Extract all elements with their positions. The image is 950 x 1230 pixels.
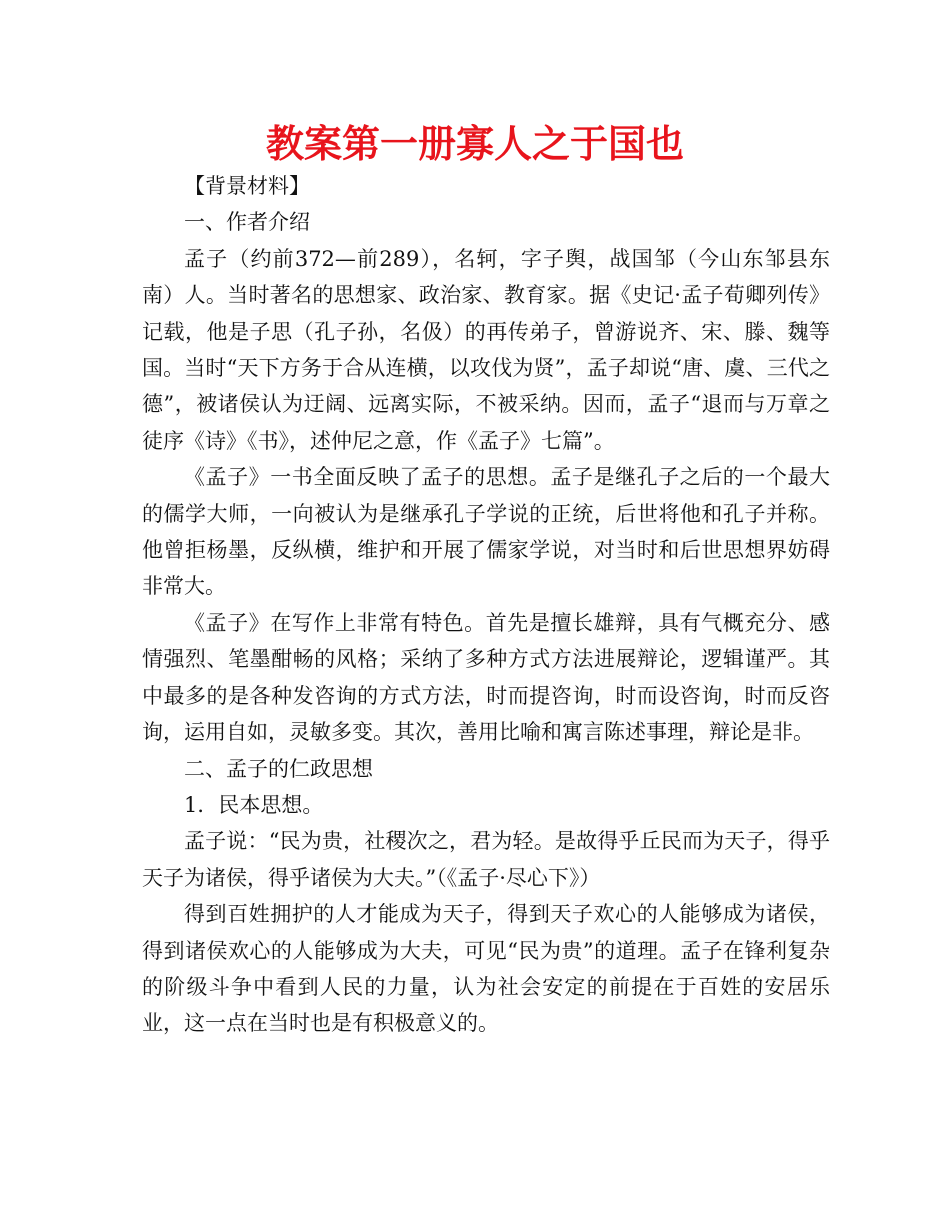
paragraph-writing-style: 《孟子》在写作上非常有特色。首先是擅长雄辩，具有气概充分、感情强烈、笔墨酣畅的风格；采纳了多种方式方法进展辩论，逻辑谨严。其中最多的是各种发咨询的方式方法，时而提咨询，时而设咨询，时而反咨询，运用自如，灵敏多变。其次，善用比喻和寓言陈述事理，辩论是非。 bbox=[142, 610, 830, 745]
section-heading-author: 一、作者介绍 bbox=[184, 210, 310, 235]
section-label-background: 【背景材料】 bbox=[184, 174, 310, 198]
paragraph-explanation: 得到百姓拥护的人才能成为天子，得到天子欢心的人能够成为诸侯，得到诸侯欢心的人能够成为大夫，可见“民为贵”的道理。孟子在锋利复杂的阶级斗争中看到人民的力量，认为社会安定的前提在于百姓的安居乐业，这一点在当时也是有积极意义的。 bbox=[142, 902, 830, 1036]
paragraph-mencius-book: 《孟子》一书全面反映了孟子的思想。孟子是继孔子之后的一个最大的儒学大师，一向被认为是继承孔子学说的正统，后世将他和孔子并称。他曾拒杨墨，反纵横，维护和开展了儒家学说，对当时和后世思想界妨碍非常大。 bbox=[142, 465, 830, 599]
paragraph-quote: 孟子说：“民为贵，社稷次之，君为轻。是故得乎丘民而为天子，得乎天子为诸侯，得乎诸侯为大夫。”（《孟子·尽心下》） bbox=[142, 829, 830, 890]
paragraph-author-bio: 孟子（约前372—前289），名轲，字子舆，战国邹（今山东邹县东南）人。当时著名的思想家、政治家、教育家。据《史记·孟子荀卿列传》记载，他是子思（孔子孙，名伋）的再传弟子，曾游说齐、宋、滕、魏等国。当时“天下方务于合从连横，以攻伐为贤”，孟子却说“唐、虞、三代之德”，被诸侯认为迂阔、远离实际，不被采纳。因而，孟子“退而与万章之徒序《诗》《书》，述仲尼之意，作《孟子》七篇”。 bbox=[142, 246, 830, 453]
document-title: 教案第一册寡人之于国也 bbox=[265, 122, 684, 166]
section-heading-benevolence: 二、孟子的仁政思想 bbox=[184, 756, 373, 781]
document-body bbox=[142, 168, 830, 1042]
subheading-people-first: 1．民本思想。 bbox=[184, 792, 324, 817]
